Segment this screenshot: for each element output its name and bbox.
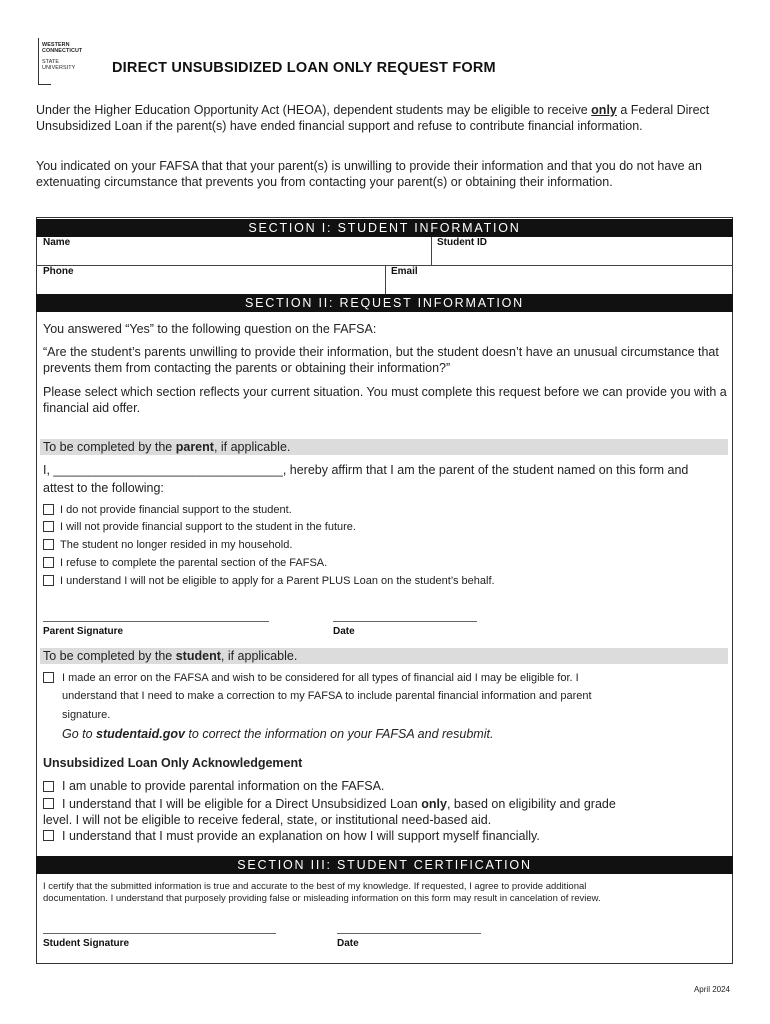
ack-title: Unsubsidized Loan Only Acknowledgement bbox=[43, 756, 303, 770]
certification-text: documentation. I understand that purposely providing false or misleading information on this form may result in cancelation of review. bbox=[43, 893, 601, 904]
student-id-field[interactable]: Student ID bbox=[437, 237, 487, 248]
parent-item-label: I will not provide financial support to the student in the future. bbox=[60, 521, 356, 533]
student-error-checkbox[interactable] bbox=[43, 672, 54, 683]
ack-item-label: I understand that I will be eligible for a Direct Unsubsidized Loan only, based on eligibility and grade bbox=[62, 797, 616, 811]
ack-item-label: level. I will not be eligible to receive federal, state, or institutional need-based aid. bbox=[43, 813, 492, 827]
parent-checkbox-3[interactable] bbox=[43, 539, 54, 550]
parent-checkbox-2[interactable] bbox=[43, 521, 54, 532]
parent-checkbox-4[interactable] bbox=[43, 557, 54, 568]
university-logo bbox=[38, 38, 94, 90]
ack-item-label: I understand that I must provide an explanation on how I will support myself financially. bbox=[62, 829, 540, 843]
section-2-header: SECTION II: REQUEST INFORMATION bbox=[36, 294, 733, 312]
logo-text-line: STATE bbox=[42, 59, 60, 65]
footer-date: April 2024 bbox=[693, 985, 730, 994]
parent-item-label: I understand I will not be eligible to apply for a Parent PLUS Loan on the student’s behalf. bbox=[60, 575, 495, 587]
form-title: DIRECT UNSUBSIDIZED LOAN ONLY REQUEST FORM bbox=[112, 60, 496, 76]
logo-text-line: CONNECTICUT bbox=[42, 48, 83, 54]
parent-date-line[interactable] bbox=[333, 621, 477, 622]
parent-item-label: I do not provide financial support to the student. bbox=[60, 504, 292, 516]
divider bbox=[431, 237, 432, 266]
student-date-line[interactable] bbox=[337, 933, 481, 934]
answered-text: You answered “Yes” to the following question on the FAFSA: bbox=[43, 322, 377, 336]
parent-item-label: The student no longer resided in my household. bbox=[60, 539, 293, 551]
parent-affirm-line: I, _________________________________, hereby affirm that I am the parent of the student named on this form and bbox=[43, 463, 689, 477]
ack-checkbox-2[interactable] bbox=[43, 798, 54, 809]
intro-paragraph-1: Under the Higher Education Opportunity Act (HEOA), dependent students may be eligible to receive only a Federal Direct Unsubsidized Loan if the parent(s) have ended financial support and refuse to contribute financial information. bbox=[36, 103, 710, 133]
logo-text-line: UNIVERSITY bbox=[42, 65, 76, 71]
divider bbox=[385, 265, 386, 294]
ack-checkbox-1[interactable] bbox=[43, 781, 54, 792]
student-signature-line[interactable] bbox=[43, 933, 276, 934]
student-signature-label: Student Signature bbox=[43, 938, 130, 949]
intro-paragraph-2: You indicated on your FAFSA that that your parent(s) is unwilling to provide their information and that you do not have an extenuating circumstance that prevents you from contacting your parent(s) or obtaining their information. bbox=[36, 159, 702, 189]
ack-checkbox-3[interactable] bbox=[43, 830, 54, 841]
certification-text: I certify that the submitted information is true and accurate to the best of my knowledge. If requested, I agree to provide additional bbox=[43, 881, 587, 892]
phone-field[interactable]: Phone bbox=[43, 266, 74, 277]
name-field[interactable]: Name bbox=[43, 237, 71, 248]
fafsa-question: “Are the student’s parents unwilling to provide their information, but the student doesn’t have an unusual circumstance that prevents them from contacting the parents or obtaining their information?” bbox=[43, 345, 719, 375]
parent-item-label: I refuse to complete the parental section of the FAFSA. bbox=[60, 557, 328, 569]
logo-text-line: WESTERN bbox=[42, 42, 70, 48]
email-field[interactable]: Email bbox=[391, 266, 418, 277]
student-error-text: I made an error on the FAFSA and wish to be considered for all types of financial aid I may be eligible for. I bbox=[62, 672, 579, 684]
parent-checkbox-5[interactable] bbox=[43, 575, 54, 586]
section-3-header: SECTION III: STUDENT CERTIFICATION bbox=[36, 856, 733, 874]
parent-signature-label: Parent Signature bbox=[43, 626, 124, 637]
student-section-bar: To be completed by the student, if applicable. bbox=[40, 648, 728, 664]
student-date-label: Date bbox=[337, 938, 359, 949]
parent-date-label: Date bbox=[333, 626, 355, 637]
ack-item-label: I am unable to provide parental information on the FAFSA. bbox=[62, 779, 385, 793]
section-1-header: SECTION I: STUDENT INFORMATION bbox=[36, 219, 733, 237]
goto-studentaid-text: Go to studentaid.gov to correct the information on your FAFSA and resubmit. bbox=[62, 727, 494, 741]
instruction-text: Please select which section reflects your current situation. You must complete this request before we can provide you with a financial aid offer. bbox=[43, 385, 727, 415]
parent-affirm-line: attest to the following: bbox=[43, 481, 164, 495]
student-error-text: understand that I need to make a correction to my FAFSA to include parental financial information and parent bbox=[62, 690, 592, 702]
parent-section-bar: To be completed by the parent, if applicable. bbox=[40, 439, 728, 455]
parent-checkbox-1[interactable] bbox=[43, 504, 54, 515]
student-error-text: signature. bbox=[62, 709, 111, 721]
parent-signature-line[interactable] bbox=[43, 621, 269, 622]
